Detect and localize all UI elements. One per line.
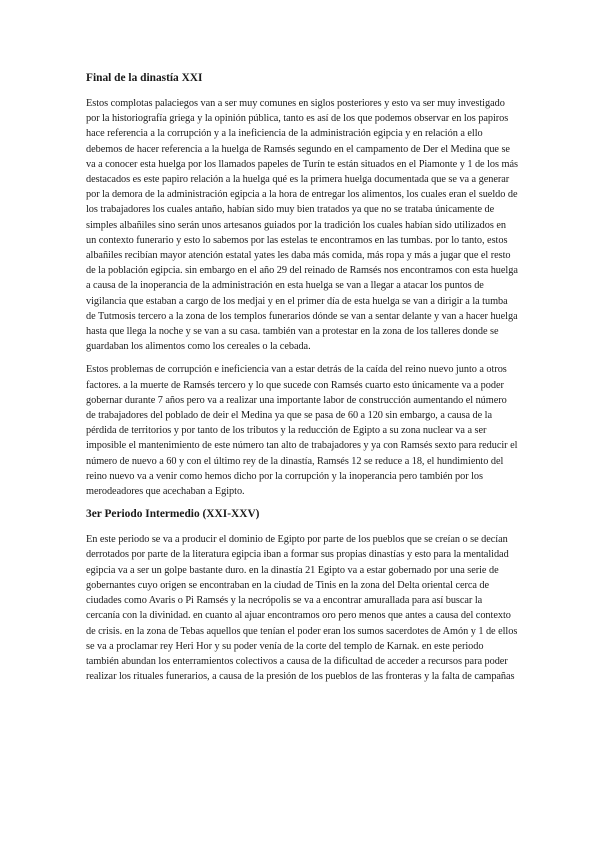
section-heading-tercer-periodo-intermedio: 3er Periodo Intermedio (XXI-XXV): [86, 508, 260, 521]
paragraph-dominio-egipto: En este periodo se va a producir el dominio de Egipto por parte de los pueblos que se creían o se decían derrotados por parte de la literatura egipcia iban a formar sus propias dinastías y esto para la mentalidad egipcia va a ser un golpe bastante duro. en la dinastía 21 Egipto va a estar gobernado por una serie de gobernantes cuyo origen se encontraban en la ciudad de Tinis en la zona del Delta oriental cerca de ciudades como Avaris o Pi Ramsés y la necrópolis se va a encontrar amurallada para así buscar la cercanía con la divinidad. en cuanto al ajuar encontramos oro pero menos que antes a causa del contexto de crisis. en la zona de Tebas aquellos que tenían el poder eran los sumos sacerdotes de Amón y 1 de ellos se va a proclamar rey Heri Hor y su poder venía de la corte del templo de Karnak. en este periodo también abundan los enterramientos colectivos a causa de la dificultad de acceder a recursos para poder realizar los rituales funerarios, a causa de la presión de los pueblos de las fronteras y la falta de campañas: [86, 534, 518, 683]
paragraph-huelga-ramses: Estos complotas palaciegos van a ser muy comunes en siglos posteriores y esto va ser muy investigado por la historiografía griega y la opinión pública, tanto es así de los que podemos observar en los papiros hace referencia a la corrupción y a la ineficiencia de la administración egipcia y en relación a ello debemos de hacer referencia a la huelga de Ramsés segundo en el campamento de Der el Medina que se va a conocer esta huelga por los llamados papeles de Turín te están situados en el Piamonte y 1 de los más destacados es este papiro relación a la huelga qué es la primera huelga documentada que se va a generar por la demora de la administración egipcia a la hora de entregar los alimentos, los cuales eran el sueldo de los trabajadores los cuales antaño, habían sido muy bien tratados ya que no se trataba únicamente de simples albañiles sino serán unos artesanos guiados por la tradición los cuales habían sido utilizados en un contexto funerario y esto lo sabemos por las estelas te encontramos en las tumbas. por lo tanto, estos albañiles recibían mayor atención estatal yates les daba más comida, más ropa y más a jugar que el resto de la población egipcia. sin embargo en el año 29 del reinado de Ramsés nos encontramos con esta huelga a causa de la inoperancia de la administración en esta huelga se van a llegar a atacar los puntos de vigilancia que estaban a cargo de los medjai y en el primer día de esta huelga se van a dirigir a la tumba de Tutmosis tercero a la zona de los templos funerarios dónde se van a sentar delante y van a hacer huelga hasta que llega la noche y se van a su casa. también van a protestar en la zona de los talleres donde se guardaban los alimentos como los cereales o la cebada.: [86, 98, 518, 353]
paragraph-corrupcion-reino-nuevo: Estos problemas de corrupción e ineficiencia van a estar detrás de la caída del reino nuevo junto a otros factores. a la muerte de Ramsés tercero y lo que sucede con Ramsés cuarto esto únicamente va a poder gobernar durante 7 años pero va a realizar una importante labor de construcción aumentando el número de trabajadores del poblado de deir el Medina ya que se pasa de 60 a 120 sin embargo, a causa de la pérdida de territorios y por tanto de los tributos y la reducción de Egipto a su zona nuclear va a ser imposible el mantenimiento de este número tan alto de trabajadores y ya con Ramsés sexto para reducir el número de nuevo a 60 y con el último rey de la dinastía, Ramsés 12 se reduce a 18, el hundimiento del reino nuevo va a venir como hemos dicho por la corrupción y la inoperancia pero también por los merodeadores que acechaban a Egipto.: [86, 364, 518, 498]
section-heading-final-dinastia-xxi: Final de la dinastía XXI: [86, 72, 203, 84]
document-body: [86, 71, 518, 692]
